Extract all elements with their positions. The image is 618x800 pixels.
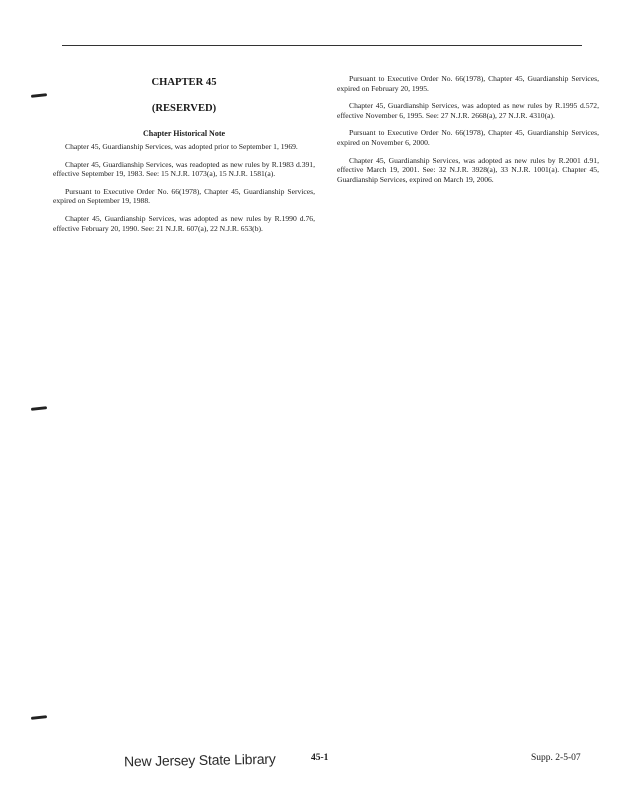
header-rule [62, 45, 582, 46]
left-column [53, 76, 315, 241]
historical-note-heading: Chapter Historical Note [142, 129, 226, 138]
history-paragraph: Pursuant to Executive Order No. 66(1978), Chapter 45, Guardianship Services, expired on February 20, 1995. [337, 74, 599, 93]
history-paragraph: Pursuant to Executive Order No. 66(1978), Chapter 45, Guardianship Services, expired on November 6, 2000. [337, 128, 599, 147]
library-stamp: New Jersey State Library [123, 750, 276, 770]
history-paragraph: Pursuant to Executive Order No. 66(1978), Chapter 45, Guardianship Services, expired on September 19, 1988. [53, 186, 315, 206]
history-paragraph: Chapter 45, Guardianship Services, was readopted as new rules by R.1983 d.391, effective September 19, 1983. See: 15 N.J.R. 1073(a), 15 N.J.R. 1581(a). [53, 159, 315, 179]
punch-hole-mark-middle [31, 406, 47, 411]
supplement-date: Supp. 2-5-07 [531, 753, 581, 763]
chapter-heading: CHAPTER 45 [151, 77, 217, 88]
history-paragraph: Chapter 45, Guardianship Services, was adopted prior to September 1, 1969. [65, 142, 298, 151]
reserved-label: (RESERVED) [151, 103, 217, 114]
history-paragraph: Chapter 45, Guardianship Services, was adopted as new rules by R.1995 d.572, effective November 6, 1995. See: 27 N.J.R. 2668(a), 27 N.J.R. 4310(a). [337, 101, 599, 120]
page-number: 45-1 [311, 753, 329, 763]
history-paragraph: Chapter 45, Guardianship Services, was adopted as new rules by R.2001 d.91, effective March 19, 2001. See: 32 N.J.R. 3928(a), 33 N.J.R. 1001(a). Chapter 45, Guardianship Services, expired on March 19, 2006. [337, 155, 599, 184]
punch-hole-mark-bottom [31, 715, 47, 720]
right-column [337, 74, 599, 192]
history-paragraph: Chapter 45, Guardianship Services, was adopted as new rules by R.1990 d.76, effective February 20, 1990. See: 21 N.J.R. 607(a), 22 N.J.R. 653(b). [53, 213, 315, 233]
punch-hole-mark-top [31, 93, 47, 98]
